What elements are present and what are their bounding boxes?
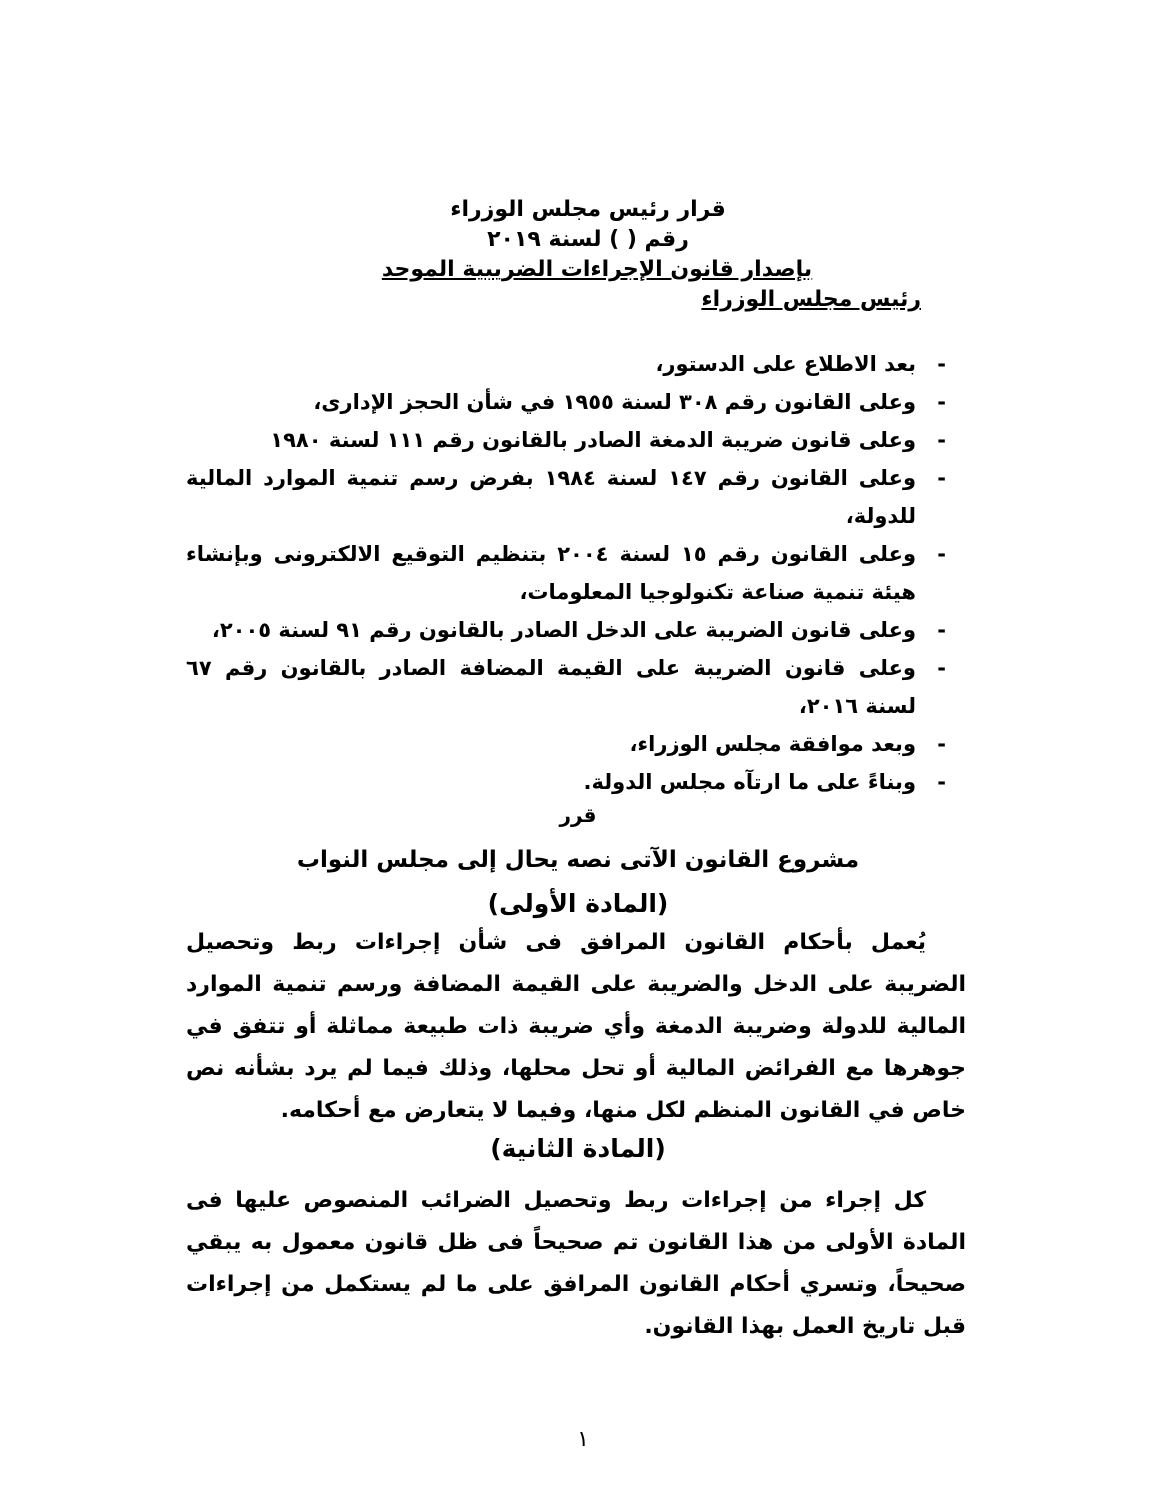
decree-title: قرار رئيس مجلس الوزراء <box>450 197 726 222</box>
recital-text: بعد الاطلاع على الدستور، <box>655 352 916 376</box>
page-number: ١ <box>577 1427 589 1452</box>
article-1-heading: (المادة الأولى) <box>487 889 669 918</box>
recital-item <box>186 535 946 611</box>
recital-bullet: - <box>937 656 946 680</box>
article-2-body: كل إجراء من إجراءات ربط وتحصيل الضرائب المنصوص عليها فى المادة الأولى من هذا القانون تم صحيحاً فى ظل قانون معمول به يبقي صحيحاً، وتسري أحكام القانون المرافق على ما لم يستكمل من إجراءات قبل تاريخ العمل بهذا القانون. <box>186 1188 966 1339</box>
decree-header <box>0 195 1156 315</box>
recital-item <box>186 421 946 459</box>
recital-item <box>186 345 946 383</box>
recital-bullet: - <box>937 732 946 756</box>
decree-subject: بإصدار قانون الإجراءات الضريبية الموحد <box>381 257 813 282</box>
recitals-list <box>186 345 946 801</box>
article-2-heading: (المادة الثانية) <box>490 1134 666 1163</box>
draft-law-title: مشروع القانون الآتى نصه يحال إلى مجلس النواب <box>296 847 860 873</box>
recital-text: وعلى قانون الضريبة على القيمة المضافة الصادر بالقانون رقم ٦٧ لسنة ٢٠١٦، <box>186 656 916 718</box>
recital-bullet: - <box>937 542 946 566</box>
recital-text: وعلى القانون رقم ١٤٧ لسنة ١٩٨٤ بفرض رسم تنمية الموارد المالية للدولة، <box>186 466 917 528</box>
article-1-body: يُعمل بأحكام القانون المرافق فى شأن إجراءات ربط وتحصيل الضريبة على الدخل والضريبة على القيمة المضافة ورسم تنمية الموارد المالية للدولة وضريبة الدمغة وأي ضريبة ذات طبيعة مماثلة أو تتفق في جوهرها مع الفرائض المالية أو تحل محلها، وذلك فيما لم يرد بشأنه نص خاص في القانون المنظم لكل منها، وفيما لا يتعارض مع أحكامه. <box>186 930 966 1123</box>
recital-item <box>186 459 946 535</box>
recital-bullet: - <box>937 352 946 376</box>
recital-text: وعلى القانون رقم ٣٠٨ لسنة ١٩٥٥ في شأن الحجز الإدارى، <box>313 390 916 414</box>
decree-word: قرر <box>559 803 597 827</box>
recital-item <box>186 611 946 649</box>
recital-bullet: - <box>937 770 946 794</box>
recital-item <box>186 649 946 725</box>
recital-text: وعلى القانون رقم ١٥ لسنة ٢٠٠٤ بتنظيم التوقيع الالكترونى وبإنشاء هيئة تنمية صناعة تكنولوجيا المعلومات، <box>186 542 917 604</box>
recital-item <box>186 763 946 801</box>
recital-item <box>186 725 946 763</box>
recital-text: وبعد موافقة مجلس الوزراء، <box>629 732 916 756</box>
decree-number: رقم ( ) لسنة ٢٠١٩ <box>487 227 689 252</box>
recital-item <box>186 383 946 421</box>
recital-bullet: - <box>937 390 946 414</box>
recital-text: وعلى قانون الضريبة على الدخل الصادر بالقانون رقم ٩١ لسنة ٢٠٠٥، <box>211 618 916 642</box>
recital-text: وعلى قانون ضريبة الدمغة الصادر بالقانون رقم ١١١ لسنة ١٩٨٠ <box>270 428 916 452</box>
recital-text: وبناءً على ما ارتآه مجلس الدولة. <box>583 770 916 794</box>
decree-issuer: رئيس مجلس الوزراء <box>701 287 921 312</box>
recital-bullet: - <box>937 466 946 490</box>
recital-bullet: - <box>937 618 946 642</box>
recital-bullet: - <box>937 428 946 452</box>
